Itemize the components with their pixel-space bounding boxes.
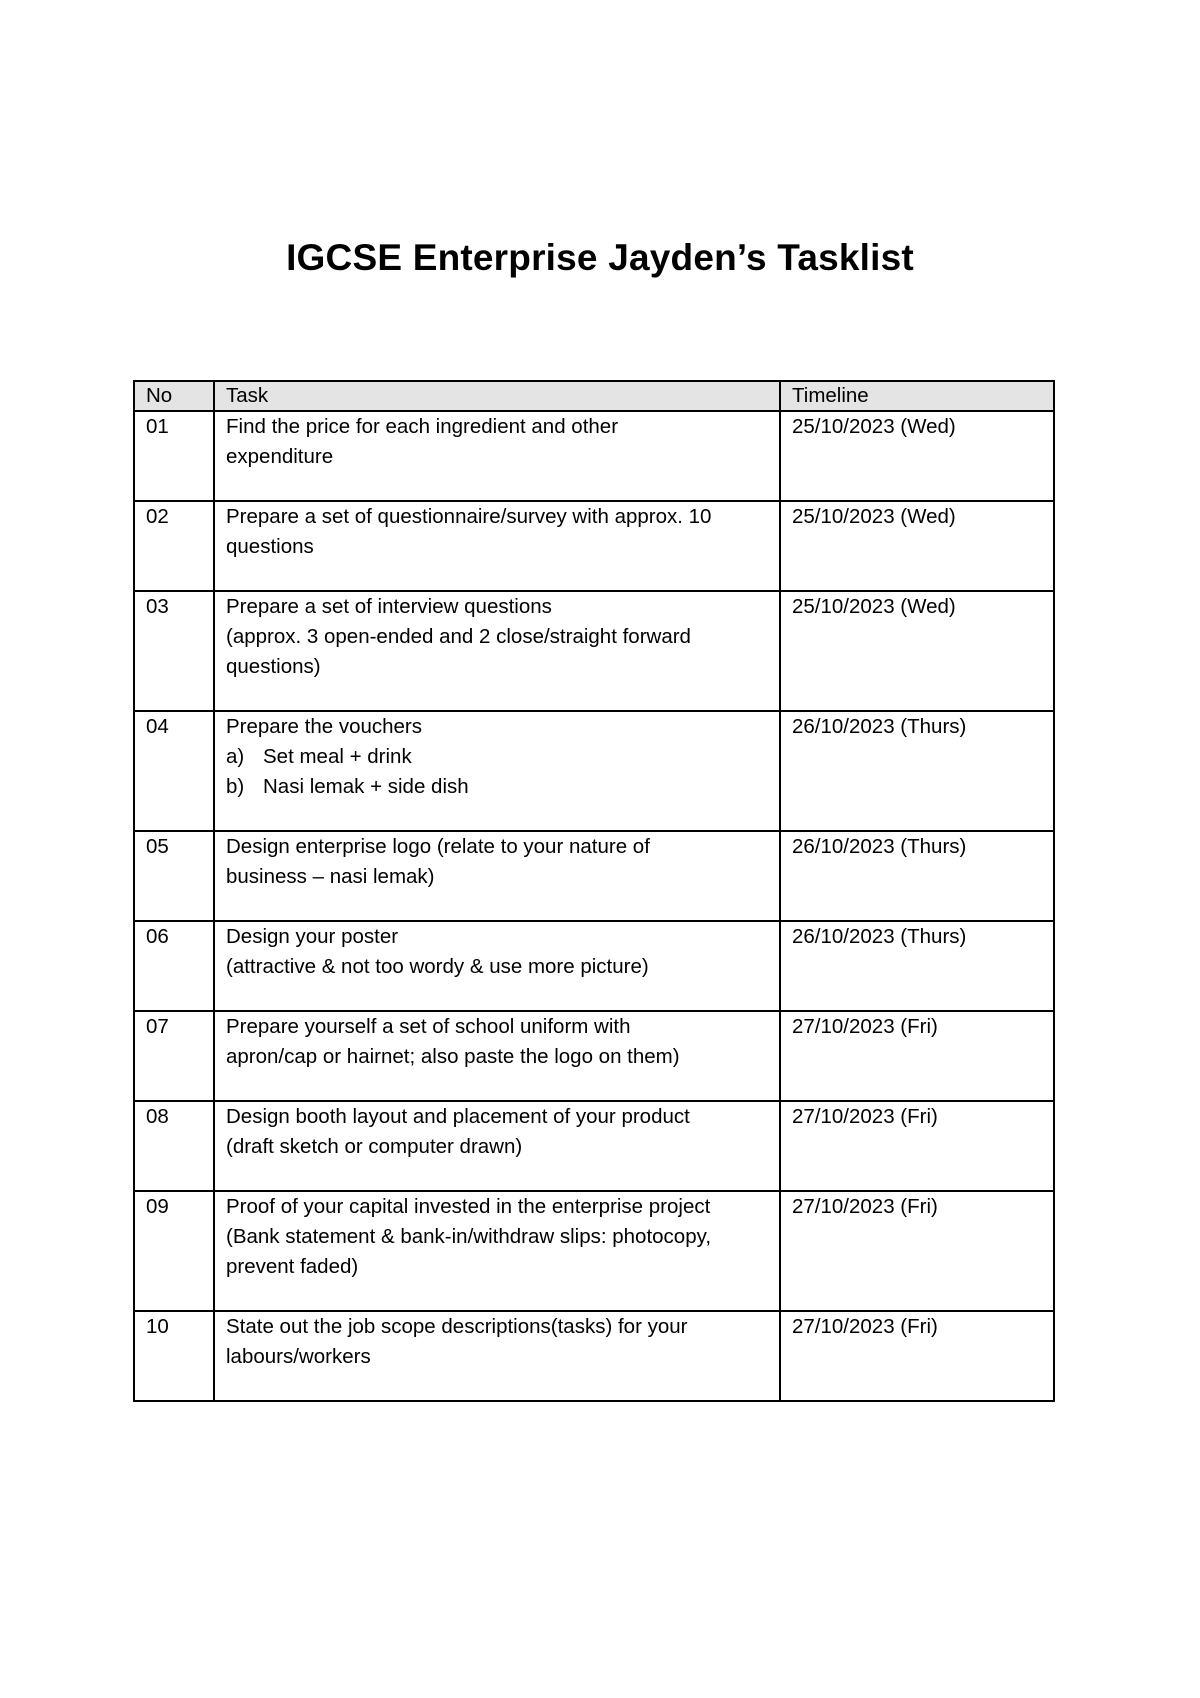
task-text-line: Find the price for each ingredient and other: [226, 415, 619, 438]
table-row: [134, 831, 1054, 921]
task-text-line: questions: [226, 535, 314, 558]
task-text-line: Design your poster: [226, 925, 399, 948]
task-timeline: 27/10/2023 (Fri): [780, 1311, 1054, 1401]
task-text-line: apron/cap or hairnet; also paste the logo on them): [226, 1045, 680, 1068]
task-table-body: [134, 411, 1054, 1401]
task-text-line: Design enterprise logo (relate to your nature of: [226, 835, 650, 858]
task-timeline: 27/10/2023 (Fri): [780, 1011, 1054, 1101]
table-header-row: [134, 381, 1054, 411]
table-row: [134, 921, 1054, 1011]
task-text-line: Prepare a set of questionnaire/survey with approx. 10: [226, 505, 712, 528]
task-timeline: 25/10/2023 (Wed): [780, 411, 1054, 501]
sub-item-text: Set meal + drink: [263, 745, 412, 768]
task-text-line: questions): [226, 655, 321, 678]
table-row: [134, 591, 1054, 711]
table-row: [134, 1011, 1054, 1101]
task-timeline: 26/10/2023 (Thurs): [780, 711, 1054, 831]
task-number: 08: [134, 1101, 214, 1191]
table-row: [134, 501, 1054, 591]
task-text-line: Proof of your capital invested in the enterprise project: [226, 1195, 711, 1218]
table-row: [134, 711, 1054, 831]
task-timeline: 25/10/2023 (Wed): [780, 501, 1054, 591]
task-number: 03: [134, 591, 214, 711]
task-description: [214, 501, 780, 591]
task-timeline: 27/10/2023 (Fri): [780, 1191, 1054, 1311]
task-text-line: prevent faded): [226, 1255, 359, 1278]
task-description: [214, 1311, 780, 1401]
task-number: 05: [134, 831, 214, 921]
task-timeline: 25/10/2023 (Wed): [780, 591, 1054, 711]
task-sub-item: [226, 742, 769, 772]
page-title: IGCSE Enterprise Jayden’s Tasklist: [286, 237, 914, 278]
table-row: [134, 1311, 1054, 1401]
task-text-line: Prepare yourself a set of school uniform with: [226, 1015, 631, 1038]
task-text-line: (Bank statement & bank-in/withdraw slips: photocopy,: [226, 1225, 712, 1248]
task-sub-item: [226, 772, 769, 802]
sub-item-marker: a): [226, 745, 245, 768]
task-text-line: expenditure: [226, 445, 334, 468]
column-header-timeline: Timeline: [780, 381, 1054, 411]
task-description: [214, 1191, 780, 1311]
task-text-line: business – nasi lemak): [226, 865, 435, 888]
table-row: [134, 1191, 1054, 1311]
task-number: 10: [134, 1311, 214, 1401]
column-header-task: Task: [214, 381, 780, 411]
column-header-no: No: [134, 381, 214, 411]
task-number: 09: [134, 1191, 214, 1311]
task-table: [133, 380, 1055, 1402]
task-number: 06: [134, 921, 214, 1011]
task-text-line: State out the job scope descriptions(tasks) for your: [226, 1315, 688, 1338]
task-description: [214, 711, 780, 831]
task-timeline: 27/10/2023 (Fri): [780, 1101, 1054, 1191]
task-timeline: 26/10/2023 (Thurs): [780, 831, 1054, 921]
table-row: [134, 411, 1054, 501]
task-description: [214, 831, 780, 921]
task-text-line: Design booth layout and placement of your product: [226, 1105, 690, 1128]
sub-item-marker: b): [226, 775, 245, 798]
task-text-line: (approx. 3 open-ended and 2 close/straight forward: [226, 625, 691, 648]
sub-item-text: Nasi lemak + side dish: [263, 775, 469, 798]
task-timeline: 26/10/2023 (Thurs): [780, 921, 1054, 1011]
task-description: [214, 921, 780, 1011]
task-number: 02: [134, 501, 214, 591]
task-description: [214, 1101, 780, 1191]
task-text-line: (draft sketch or computer drawn): [226, 1135, 523, 1158]
task-text-line: (attractive & not too wordy & use more picture): [226, 955, 649, 978]
task-description: [214, 1011, 780, 1101]
task-text-line: Prepare the vouchers: [226, 715, 423, 738]
task-description: [214, 591, 780, 711]
task-number: 07: [134, 1011, 214, 1101]
table-row: [134, 1101, 1054, 1191]
task-text-line: Prepare a set of interview questions: [226, 595, 552, 618]
task-description: [214, 411, 780, 501]
task-number: 04: [134, 711, 214, 831]
task-text-line: labours/workers: [226, 1345, 371, 1368]
task-number: 01: [134, 411, 214, 501]
